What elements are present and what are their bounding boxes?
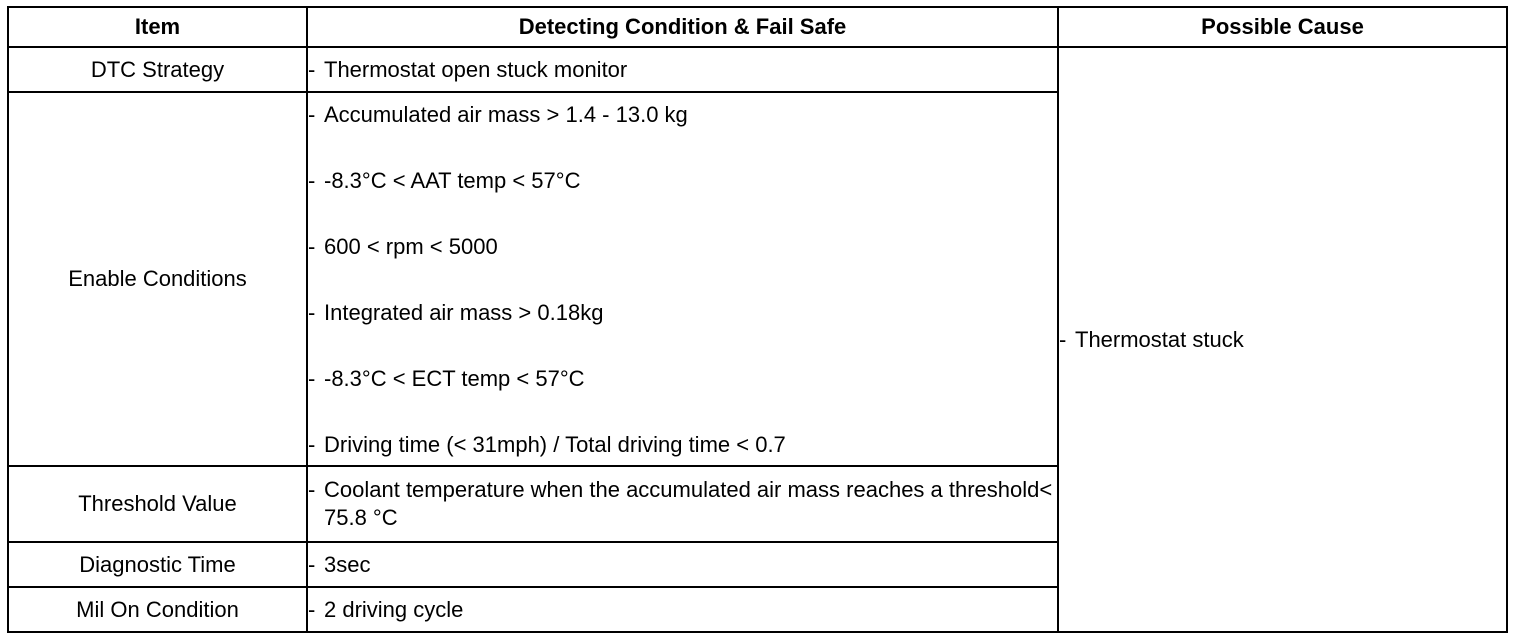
item-enable-conditions: Enable Conditions — [8, 92, 307, 466]
condition-line — [308, 365, 1057, 393]
condition-line — [308, 167, 1057, 195]
item-mil-on-condition: Mil On Condition — [8, 587, 307, 632]
dtc-table — [7, 6, 1508, 633]
condition-line — [308, 101, 1057, 129]
condition-line — [308, 551, 1057, 579]
condition-text: 3sec — [324, 551, 371, 577]
condition-text: 2 driving cycle — [324, 596, 464, 622]
item-dtc-strategy: DTC Strategy — [8, 47, 307, 92]
condition-line — [308, 431, 1057, 459]
detect-dtc-strategy — [307, 47, 1058, 92]
condition-line — [308, 299, 1057, 327]
dash-bullet: - — [308, 234, 316, 259]
detect-enable-conditions — [307, 92, 1058, 466]
condition-text: Integrated air mass > 0.18kg — [324, 300, 604, 325]
dash-bullet: - — [308, 56, 316, 82]
dash-bullet: - — [308, 551, 316, 577]
detect-diagnostic-time — [307, 542, 1058, 587]
possible-cause-cell — [1058, 47, 1507, 632]
item-threshold-value: Threshold Value — [8, 466, 307, 542]
header-item: Item — [8, 7, 307, 47]
dash-bullet: - — [308, 432, 316, 457]
possible-cause-text: Thermostat stuck — [1075, 326, 1244, 352]
table-row-dtc-strategy — [8, 47, 1507, 92]
condition-line — [308, 233, 1057, 261]
dash-bullet: - — [308, 366, 316, 391]
condition-text: -8.3°C < ECT temp < 57°C — [324, 366, 585, 391]
detect-threshold-value — [307, 466, 1058, 542]
dash-bullet: - — [308, 300, 316, 325]
dash-bullet: - — [1059, 326, 1067, 352]
dash-bullet: - — [308, 168, 316, 193]
condition-line — [308, 596, 1057, 624]
condition-line — [308, 476, 1057, 532]
cause-line — [1059, 326, 1506, 354]
detect-mil-on-condition — [307, 587, 1058, 632]
header-detecting-condition: Detecting Condition & Fail Safe — [307, 7, 1058, 47]
header-possible-cause: Possible Cause — [1058, 7, 1507, 47]
condition-text: Thermostat open stuck monitor — [324, 56, 628, 82]
dash-bullet: - — [308, 102, 316, 127]
dash-bullet: - — [308, 477, 316, 502]
condition-text: Coolant temperature when the accumulated air mass reaches a threshold< 75.8 °C — [324, 477, 1053, 530]
condition-text: 600 < rpm < 5000 — [324, 234, 498, 259]
condition-text: Accumulated air mass > 1.4 - 13.0 kg — [324, 102, 688, 127]
condition-text: -8.3°C < AAT temp < 57°C — [324, 168, 581, 193]
dash-bullet: - — [308, 596, 316, 622]
header-row — [8, 7, 1507, 47]
condition-text: Driving time (< 31mph) / Total driving time < 0.7 — [324, 432, 786, 457]
condition-line — [308, 56, 1057, 84]
item-diagnostic-time: Diagnostic Time — [8, 542, 307, 587]
